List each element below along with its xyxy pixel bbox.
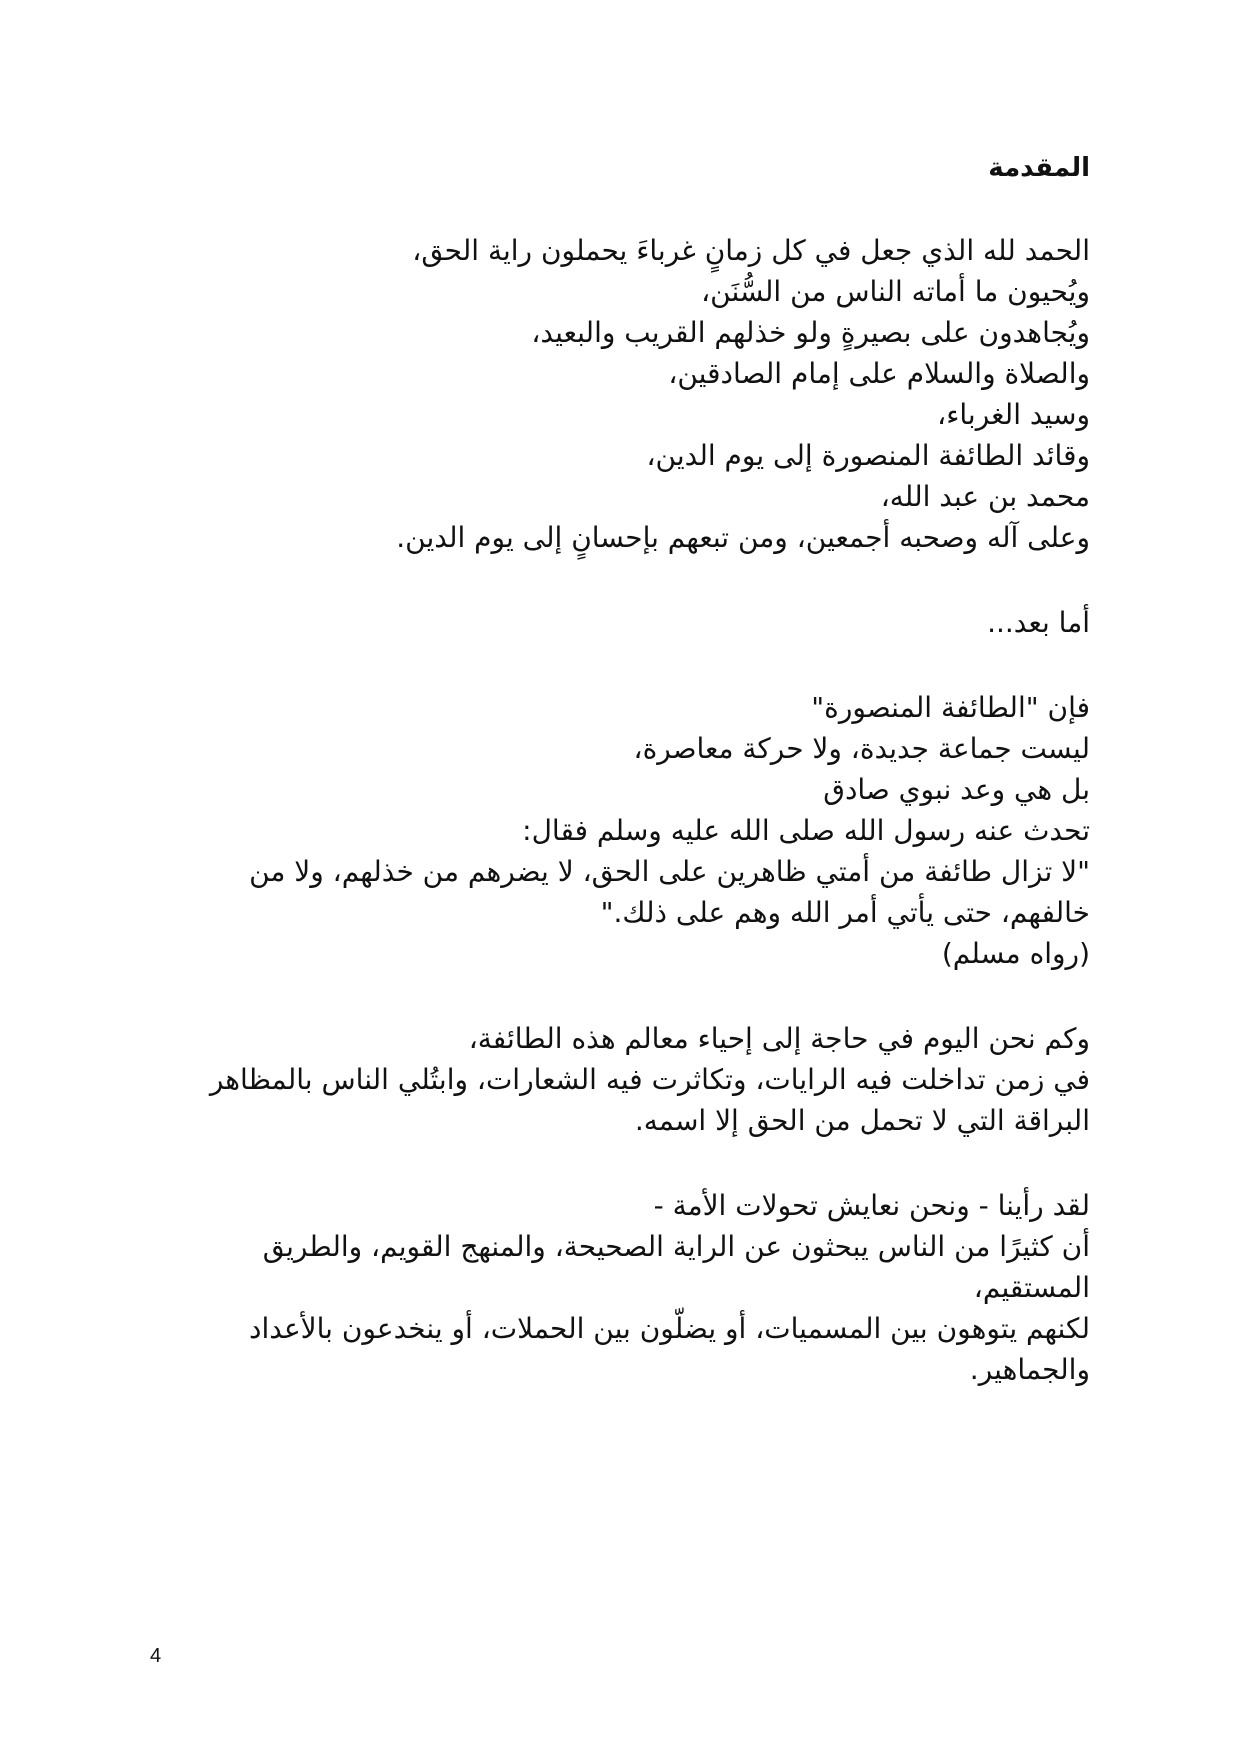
- citation-line: (رواه مسلم): [941, 937, 1090, 970]
- page-title: المقدمة: [988, 153, 1090, 183]
- text-line: لقد رأينا - ونحن نعايش تحولات الأمة -: [653, 1189, 1090, 1222]
- hadith-quote-line: خالفهم، حتى يأتي أمر الله وهم على ذلك.": [600, 896, 1090, 929]
- text-line: لكنهم يتوهون بين المسميات، أو يضلّون بين الحملات، أو ينخدعون بالأعداد: [249, 1312, 1090, 1345]
- text-line: بل هي وعد نبوي صادق: [823, 773, 1090, 806]
- text-line: وكم نحن اليوم في حاجة إلى إحياء معالم هذه الطائفة،: [468, 1022, 1090, 1055]
- text-line: وقائد الطائفة المنصورة إلى يوم الدين،: [646, 439, 1090, 472]
- text-line: البراقة التي لا تحمل من الحق إلا اسمه.: [634, 1104, 1090, 1137]
- text-line: أما بعد...: [987, 606, 1090, 639]
- hadith-quote-line: "لا تزال طائفة من أمتي ظاهرين على الحق، لا يضرهم من خذلهم، ولا من: [249, 855, 1090, 888]
- text-line: أن كثيرًا من الناس يبحثون عن الراية الصحيحة، والمنهج القويم، والطريق: [262, 1230, 1090, 1263]
- text-line: محمد بن عبد الله،: [880, 480, 1090, 513]
- need-paragraph: [160, 1018, 1090, 1141]
- page-number: 4: [150, 1645, 162, 1667]
- transition-paragraph: [160, 602, 1090, 643]
- text-line: وعلى آله وصحبه أجمعين، ومن تبعهم بإحسانٍ إلى يوم الدين.: [396, 521, 1090, 554]
- text-line: والصلاة والسلام على إمام الصادقين،: [668, 357, 1090, 390]
- text-line: ليست جماعة جديدة، ولا حركة معاصرة،: [633, 732, 1090, 765]
- text-line: في زمن تداخلت فيه الرايات، وتكاثرت فيه الشعارات، وابتُلي الناس بالمظاهر: [209, 1063, 1090, 1096]
- opening-praise-paragraph: [160, 230, 1090, 558]
- text-line: ويُحيون ما أماته الناس من السُّنَن،: [701, 275, 1090, 308]
- text-line: فإن "الطائفة المنصورة": [811, 691, 1090, 724]
- text-line: المستقيم،: [973, 1271, 1090, 1304]
- hadith-paragraph: [160, 687, 1090, 974]
- text-line: وسيد الغرباء،: [937, 398, 1090, 431]
- text-line: تحدث عنه رسول الله صلى الله عليه وسلم فقال:: [522, 814, 1090, 847]
- text-line: والجماهير.: [969, 1353, 1090, 1386]
- page-content: [160, 148, 1090, 1434]
- text-line: الحمد لله الذي جعل في كل زمانٍ غرباءَ يحملون راية الحق،: [412, 234, 1090, 267]
- observation-paragraph: [160, 1185, 1090, 1390]
- text-line: ويُجاهدون على بصيرةٍ ولو خذلهم القريب والبعيد،: [531, 316, 1090, 349]
